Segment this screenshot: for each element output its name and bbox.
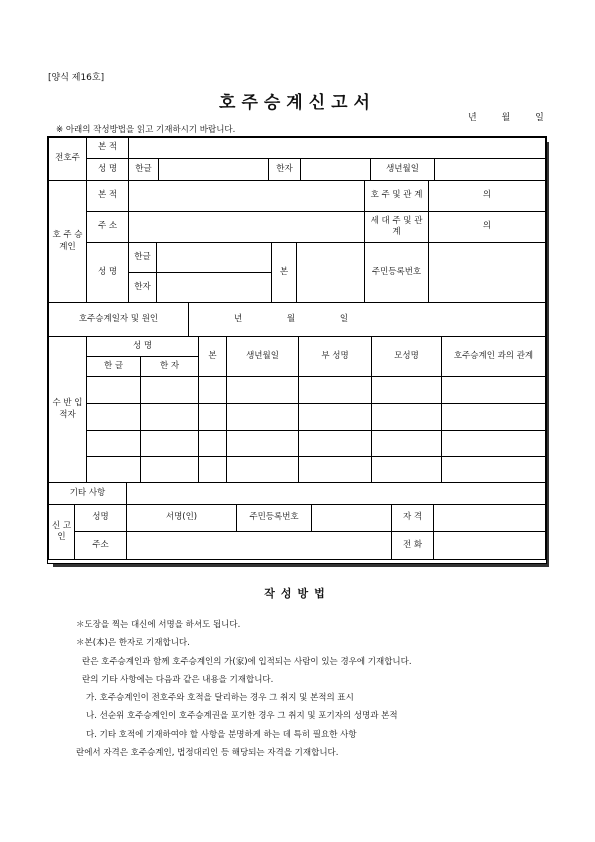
successor-hanja-field[interactable]	[157, 273, 272, 303]
reporter-address-field[interactable]	[127, 532, 392, 560]
instruction-line: ＊도장을 찍는 대신에 서명을 하셔도 됩니다.	[76, 620, 241, 630]
report-form	[47, 136, 547, 564]
instruction-line: 란은 호주승계인과 함께 호주승계인의 가(家)에 입적되는 사람이 있는 경우에 기재합니다.	[82, 656, 412, 667]
accompanying-row	[49, 431, 546, 457]
successor-label: 호 주 승계인	[49, 181, 87, 303]
accompanying-section	[48, 336, 546, 483]
accompanying-mother-label: 모성명	[372, 337, 442, 377]
page-title: 호주승계신고서	[219, 93, 376, 113]
accompanying-row	[49, 457, 546, 483]
instruction-line: 란의 기타 사항에는 다음과 같은 내용을 기재합니다.	[82, 674, 274, 685]
reporter-name-label: 성명	[75, 505, 127, 532]
reporter-label: 신 고 인	[49, 505, 75, 560]
reporter-phone-field[interactable]	[434, 532, 546, 560]
instruction-line: 다. 기타 호적에 기재하여야 할 사항을 분명하게 하는 데 특히 필요한 사항	[86, 729, 357, 740]
former-head-hangul-label: 한글	[129, 159, 159, 181]
successor-section	[48, 180, 546, 303]
report-date: 년 월 일	[468, 113, 544, 123]
former-head-hanja-field[interactable]	[301, 159, 371, 181]
accompanying-birth-label: 생년월일	[227, 337, 299, 377]
reporter-address-label: 주소	[75, 532, 127, 560]
succession-date-label: 호주승계일자 및 원인	[49, 303, 189, 337]
notice-text: ※ 아래의 작성방법을 읽고 기재하시기 바랍니다.	[56, 125, 236, 135]
former-head-hangul-field[interactable]	[159, 159, 269, 181]
successor-rel-head-label: 호 주 및 관 계	[365, 181, 429, 212]
reporter-resident-no-label: 주민등록번호	[237, 505, 312, 532]
former-head-section	[48, 137, 546, 181]
accompanying-row	[49, 404, 546, 431]
former-head-hanja-label: 한자	[269, 159, 301, 181]
former-head-label: 전호주	[49, 138, 87, 181]
reporter-section	[48, 504, 546, 560]
accompanying-row	[49, 377, 546, 404]
succession-date-section	[48, 302, 546, 337]
reporter-resident-no-field[interactable]	[312, 505, 392, 532]
successor-rel-household-field[interactable]: 의	[429, 212, 546, 243]
other-section	[48, 482, 546, 505]
former-head-bonjeok-field[interactable]	[129, 138, 546, 159]
successor-hangul-field[interactable]	[157, 243, 272, 273]
reporter-signature-label[interactable]: 서명(인)	[127, 505, 237, 532]
accompanying-name-label: 성 명	[87, 337, 199, 357]
instruction-line: 나. 선순위 호주승계인이 호주승계권을 포기한 경우 그 취지 및 포기자의 성명과 본적	[86, 711, 398, 722]
successor-bonjeok-field[interactable]	[129, 181, 365, 212]
reporter-phone-label: 전 화	[392, 532, 434, 560]
successor-bonjeok-label: 본 적	[87, 181, 129, 212]
former-head-birth-field[interactable]	[435, 159, 546, 181]
successor-address-label: 주 소	[87, 212, 129, 243]
successor-resident-no-field[interactable]	[429, 243, 546, 303]
successor-bon-label: 본	[272, 243, 297, 303]
former-head-birth-label: 생년월일	[371, 159, 435, 181]
accompanying-relation-label: 호주승계인 과의 관계	[442, 337, 546, 377]
successor-name-label: 성 명	[87, 243, 129, 303]
accompanying-hanja-label: 한 자	[141, 357, 199, 377]
successor-bon-field[interactable]	[297, 243, 365, 303]
accompanying-father-label: 부 성명	[299, 337, 372, 377]
other-label: 기타 사항	[49, 483, 127, 505]
successor-rel-household-label: 세 대 주 및 관 계	[365, 212, 429, 243]
reporter-qualification-field[interactable]	[434, 505, 546, 532]
successor-hangul-label: 한글	[129, 243, 157, 273]
instruction-line: 가. 호주승계인이 전호주와 호적을 달리하는 경우 그 취지 및 본적의 표시	[86, 693, 354, 704]
successor-hanja-label: 한자	[129, 273, 157, 303]
instructions-title: 작성방법	[264, 587, 331, 600]
accompanying-hangul-label: 한 글	[87, 357, 141, 377]
reporter-qualification-label: 자 격	[392, 505, 434, 532]
successor-rel-head-field[interactable]: 의	[429, 181, 546, 212]
accompanying-label: 수 반 입적자	[49, 337, 87, 483]
former-head-bonjeok-label: 본 적	[87, 138, 129, 159]
succession-date-field[interactable]: 년 월 일	[189, 303, 546, 337]
form-number-label: [양식 제16호]	[48, 73, 105, 83]
former-head-name-label: 성 명	[87, 159, 129, 181]
other-field[interactable]	[127, 483, 546, 505]
instruction-line: 란에서 자격은 호주승계인, 법정대리인 등 해당되는 자격을 기재합니다.	[76, 748, 339, 759]
successor-address-field[interactable]	[129, 212, 365, 243]
successor-resident-no-label: 주민등록번호	[365, 243, 429, 303]
instruction-line: ＊본(本)은 한자로 기재합니다.	[76, 638, 190, 649]
accompanying-bon-label: 본	[199, 337, 227, 377]
instructions-list	[76, 616, 536, 762]
